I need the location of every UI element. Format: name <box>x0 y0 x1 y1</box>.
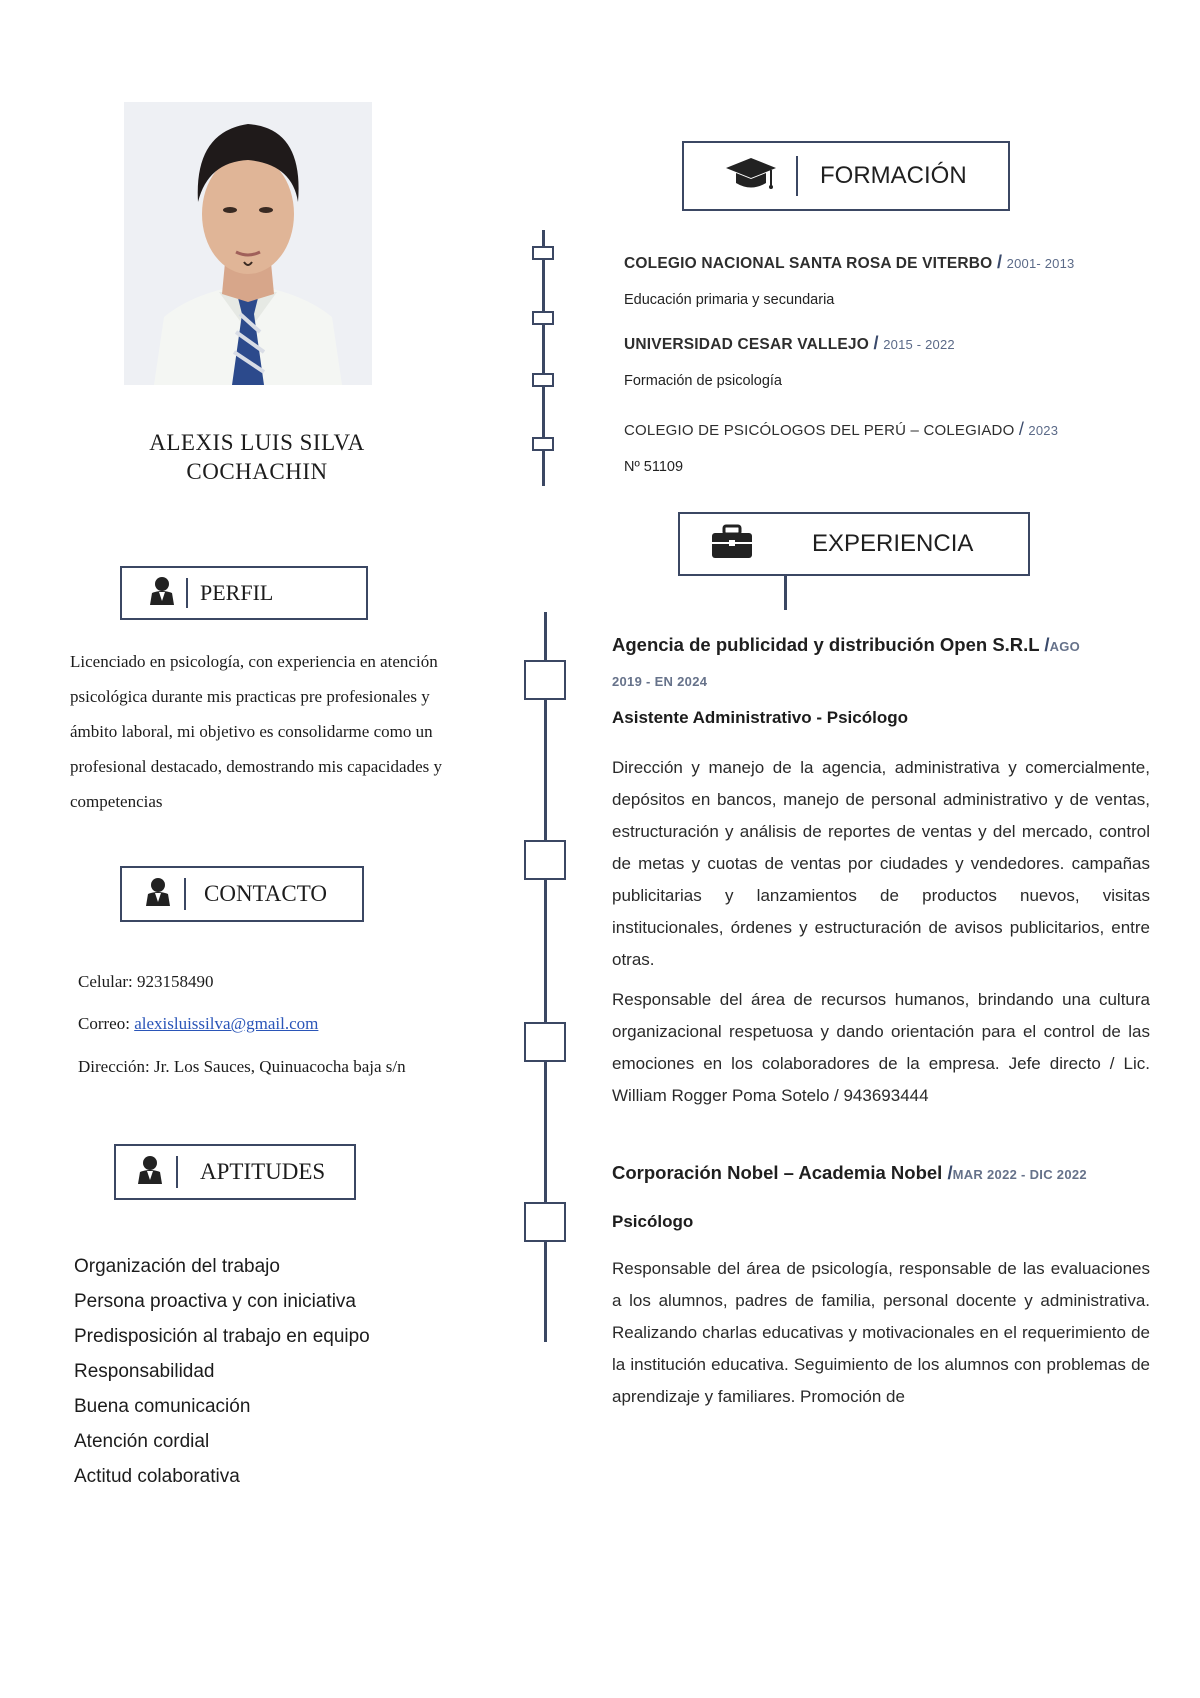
job-2-description <box>612 1253 1150 1413</box>
profile-photo <box>124 102 372 385</box>
date-range: 2019 - EN 2024 <box>612 674 708 689</box>
experiencia-header <box>678 512 1030 576</box>
list-item: Organización del trabajo <box>74 1256 280 1277</box>
aptitudes-list <box>74 1249 370 1494</box>
timeline-marker <box>524 1022 566 1062</box>
date-start: AGO <box>1049 639 1081 654</box>
perfil-text: Licenciado en psicología, con experiencia en atención psicológica durante mis practicas pre profesionales y ámbito laboral, mi objetivo es consolidarme como un profesional destacado, demostrando mis capacidades y competencias <box>70 652 442 811</box>
edu-entry-2-heading <box>624 333 955 354</box>
graduation-cap-icon <box>724 154 778 199</box>
timeline-marker <box>524 1202 566 1242</box>
institution: UNIVERSIDAD CESAR VALLEJO <box>624 336 869 353</box>
job-2-heading <box>612 1162 1087 1184</box>
aptitudes-header <box>114 1144 356 1200</box>
date-range: MAR 2022 - DIC 2022 <box>952 1167 1087 1182</box>
separator: / <box>996 252 1003 272</box>
list-item: Actitud colaborativa <box>74 1466 240 1487</box>
edu-entry-1-detail: Educación primaria y secundaria <box>624 292 835 308</box>
aptitudes-title: APTITUDES <box>200 1159 326 1184</box>
institution: COLEGIO NACIONAL SANTA ROSA DE VITERBO <box>624 255 993 272</box>
perfil-title: PERFIL <box>200 580 274 605</box>
phone-value: 923158490 <box>137 972 214 991</box>
job-1-description <box>612 752 1150 1112</box>
years: 2001- 2013 <box>1006 256 1075 271</box>
timeline-marker <box>532 246 554 260</box>
list-item: Atención cordial <box>74 1431 210 1452</box>
institution: COLEGIO DE PSICÓLOGOS DEL PERÚ – COLEGIADO <box>624 422 1015 439</box>
person-icon <box>136 1154 166 1191</box>
briefcase-icon <box>710 524 754 565</box>
contact-address <box>78 1057 406 1077</box>
address-label: Dirección: <box>78 1057 150 1076</box>
job-1-role: Asistente Administrativo - Psicólogo <box>612 708 908 727</box>
list-item: Predisposición al trabajo en equipo <box>74 1326 370 1347</box>
timeline-marker <box>532 437 554 451</box>
job-2-role: Psicólogo <box>612 1212 694 1231</box>
name-line-2: COCHACHIN <box>186 459 328 484</box>
company: Agencia de publicidad y distribución Open S.R.L <box>612 634 1040 655</box>
email-label: Correo: <box>78 1014 130 1033</box>
address-value: Jr. Los Sauces, Quinuacocha baja s/n <box>154 1057 406 1076</box>
edu-entry-1-heading <box>624 252 1074 273</box>
job-2-paragraph-1: Responsable del área de psicología, responsable de las evaluaciones a los alumnos, padres de familia, personal docente y administrativa. Realizando charlas educativas y motivacionales en el requerimiento de la institución educativa. Seguimiento de los alumnos con problemas de aprendizaje y familiares. Promoción de <box>612 1259 1150 1406</box>
contact-phone <box>78 972 214 992</box>
separator: / <box>873 333 879 353</box>
edu-entry-3-heading <box>624 419 1058 440</box>
experiencia-connector <box>784 576 787 610</box>
formacion-title: FORMACIÓN <box>820 162 967 189</box>
edu-entry-3-detail: Nº 51109 <box>624 459 684 475</box>
perfil-header <box>120 566 368 620</box>
timeline-marker <box>532 373 554 387</box>
timeline-marker <box>532 311 554 325</box>
person-icon <box>144 876 174 913</box>
years: 2023 <box>1028 423 1059 438</box>
person-icon <box>148 575 178 612</box>
date-separator: / <box>1044 634 1050 655</box>
job-1-paragraph-1: Dirección y manejo de la agencia, administrativa y comercialmente, depósitos en bancos, manejo de personal administrativo y de ventas, estructuración y análisis de reportes de ventas y del mercado, control de metas y cuotas de ventas por ciudades y vendedores. campañas publicitarias y lanzamientos de productos nuevos, visitas institucionales, órdenes y estructuración de avisos publicitarios, entre otras. <box>612 758 1150 969</box>
name-line-1: ALEXIS LUIS SILVA <box>149 430 365 455</box>
experiencia-title: EXPERIENCIA <box>812 530 974 557</box>
list-item: Responsabilidad <box>74 1361 215 1382</box>
timeline-marker <box>524 660 566 700</box>
contact-email <box>78 1014 318 1034</box>
edu-entry-2-detail: Formación de psicología <box>624 373 782 389</box>
list-item: Buena comunicación <box>74 1396 251 1417</box>
phone-label: Celular: <box>78 972 133 991</box>
contacto-title: CONTACTO <box>204 881 327 906</box>
list-item: Persona proactiva y con iniciativa <box>74 1291 356 1312</box>
years: 2015 - 2022 <box>883 337 955 352</box>
company: Corporación Nobel – Academia Nobel <box>612 1162 943 1183</box>
person-photo-illustration <box>124 102 372 385</box>
email-link[interactable]: alexisluissilva@gmail.com <box>134 1014 319 1033</box>
formacion-header <box>682 141 1010 211</box>
date-separator: / <box>947 1162 953 1183</box>
job-1-paragraph-2: Responsable del área de recursos humanos, brindando una cultura organizacional respetuosa y dando orientación para el control de las emociones en los colaboradores de la empresa. Jefe directo / Lic. William Rogger Poma Sotelo / 943693444 <box>612 990 1150 1105</box>
job-1-heading <box>612 628 1152 698</box>
timeline-marker <box>524 840 566 880</box>
candidate-name <box>112 428 402 486</box>
contacto-header <box>120 866 364 922</box>
separator: / <box>1018 419 1025 439</box>
